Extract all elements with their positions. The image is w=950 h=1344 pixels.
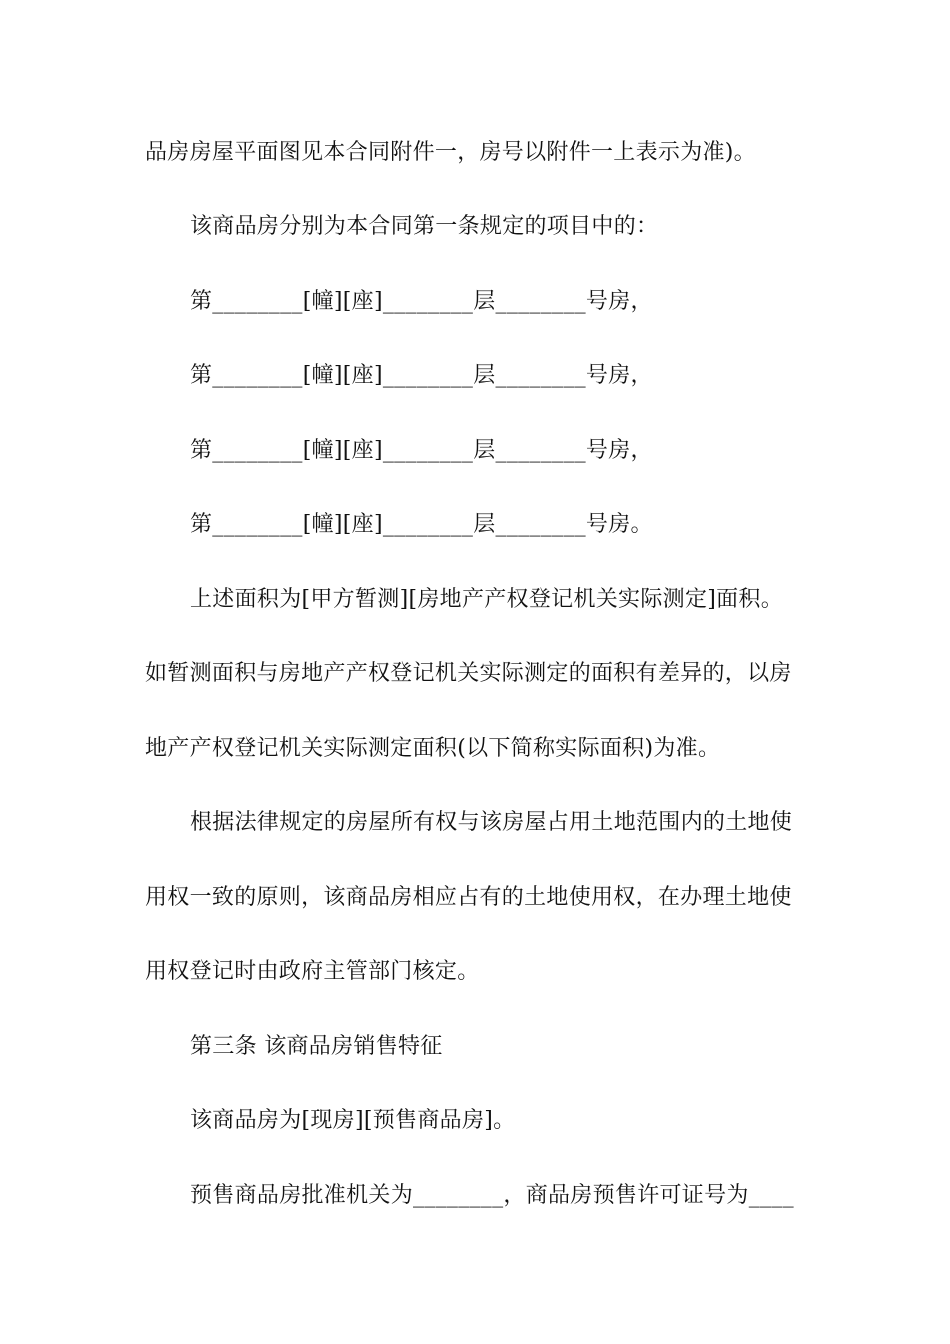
paragraph-line: 该商品房为[现房][预售商品房]。 [190,1108,516,1133]
paragraph-line: 如暂测面积与房地产产权登记机关实际测定的面积有差异的，以房 [145,661,792,686]
paragraph-line: 根据法律规定的房屋所有权与该房屋占用土地范围内的土地使 [190,810,793,835]
room-line: 第________[幢][座]________层________号房， [190,438,653,463]
section-heading: 第三条 该商品房销售特征 [190,1034,443,1059]
room-line: 第________[幢][座]________层________号房。 [190,512,653,537]
paragraph-line: 预售商品房批准机关为________，商品房预售许可证号为____ [190,1183,794,1208]
paragraph-line: 用权登记时由政府主管部门核定。 [145,959,480,984]
room-line: 第________[幢][座]________层________号房， [190,363,653,388]
paragraph-line: 上述面积为[甲方暂测][房地产产权登记机关实际测定]面积。 [190,587,784,612]
paragraph-line: 品房房屋平面图见本合同附件一，房号以附件一上表示为准)。 [145,140,756,165]
room-line: 第________[幢][座]________层________号房， [190,289,653,314]
paragraph-line: 地产产权登记机关实际测定面积(以下简称实际面积)为准。 [145,736,721,761]
paragraph-line: 该商品房分别为本合同第一条规定的项目中的： [190,214,659,239]
paragraph-line: 用权一致的原则，该商品房相应占有的土地使用权，在办理土地使 [145,885,792,910]
